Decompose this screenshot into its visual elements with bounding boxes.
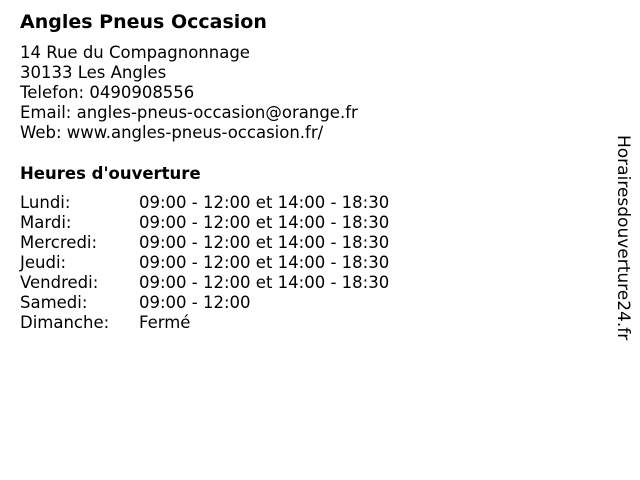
web-line: Web: www.angles-pneus-occasion.fr/ [20, 123, 324, 142]
hours-time: 09:00 - 12:00 et 14:00 - 18:30 [139, 233, 390, 252]
hours-time: 09:00 - 12:00 [139, 293, 251, 312]
hours-day: Mercredi: [20, 233, 98, 252]
site-watermark [610, 135, 636, 370]
hours-time: 09:00 - 12:00 et 14:00 - 18:30 [139, 253, 390, 272]
address-street: 14 Rue du Compagnonnage [20, 43, 250, 62]
business-name: Angles Pneus Occasion [20, 11, 267, 33]
hours-day: Vendredi: [20, 273, 99, 292]
hours-time: 09:00 - 12:00 et 14:00 - 18:30 [139, 213, 390, 232]
hours-time: Fermé [139, 313, 191, 332]
hours-time: 09:00 - 12:00 et 14:00 - 18:30 [139, 193, 390, 212]
email-line: Email: angles-pneus-occasion@orange.fr [20, 103, 358, 122]
watermark-text: Horairesdouverture24.fr [613, 135, 633, 341]
address-city: 30133 Les Angles [20, 63, 167, 82]
hours-time: 09:00 - 12:00 et 14:00 - 18:30 [139, 273, 390, 292]
hours-day: Samedi: [20, 293, 88, 312]
hours-day: Lundi: [20, 193, 71, 212]
phone-line: Telefon: 0490908556 [20, 83, 195, 102]
hours-day: Jeudi: [20, 253, 67, 272]
hours-heading: Heures d'ouverture [20, 164, 201, 183]
hours-day: Dimanche: [20, 313, 110, 332]
contact-block [20, 43, 358, 143]
hours-day: Mardi: [20, 213, 72, 232]
